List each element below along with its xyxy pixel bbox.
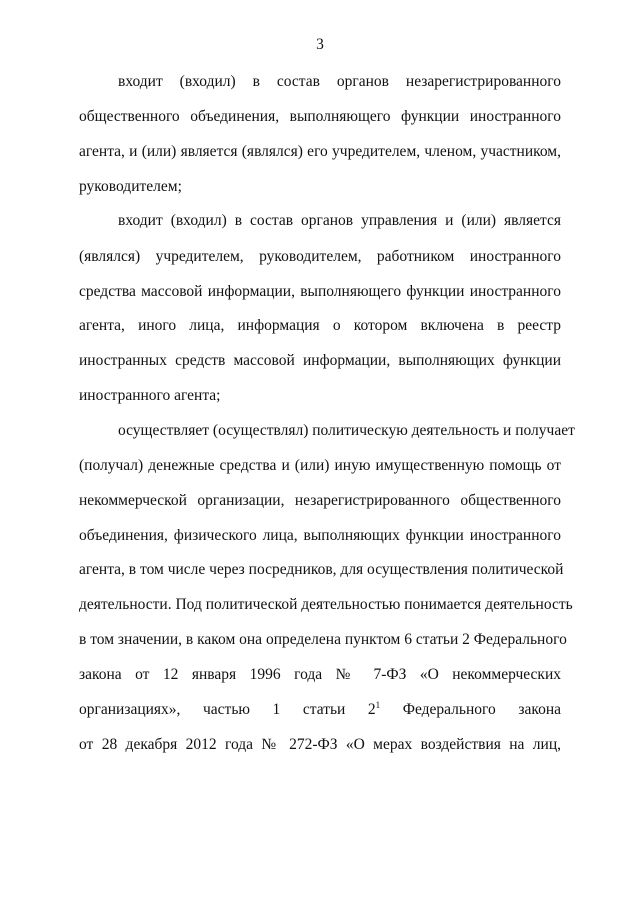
- text-line: общественного объединения, выполняющего функции иностранного: [79, 108, 561, 125]
- text-line: средства массовой информации, выполняющего функции иностранного: [79, 283, 561, 300]
- text-line: осуществляет (осуществлял) политическую деятельность и получает: [118, 422, 575, 439]
- text-line: руководителем;: [79, 178, 182, 195]
- text-line: объединения, физического лица, выполняющих функции иностранного: [79, 527, 561, 544]
- text-line: входит (входил) в состав органов управления и (или) является: [118, 212, 561, 229]
- text-line: агента, в том числе через посредников, для осуществления политической: [79, 561, 564, 578]
- text-segment: организациях», частью 1 статьи 2: [79, 701, 376, 718]
- text-line: деятельности. Под политической деятельностью понимается деятельность: [79, 596, 573, 613]
- text-line: (получал) денежные средства и (или) иную имущественную помощь от: [79, 457, 561, 474]
- text-line: иностранных средств массовой информации, выполняющих функции: [79, 352, 561, 369]
- superscript: 1: [375, 700, 381, 710]
- text-line: иностранного агента;: [79, 387, 221, 404]
- text-segment: Федерального закона: [402, 701, 562, 718]
- text-line: входит (входил) в состав органов незарегистрированного: [118, 73, 561, 90]
- text-line: агента, и (или) является (являлся) его учредителем, членом, участником,: [79, 143, 561, 160]
- text-line: некоммерческой организации, незарегистрированного общественного: [79, 492, 561, 509]
- page-number: 3: [316, 36, 324, 53]
- text-line: (являлся) учредителем, руководителем, работником иностранного: [79, 248, 561, 265]
- text-line: закона от 12 января 1996 года № 7-ФЗ «О некоммерческих: [79, 666, 561, 683]
- text-line-with-superscript: [79, 700, 561, 720]
- text-line: в том значении, в каком она определена пунктом 6 статьи 2 Федерального: [79, 631, 567, 648]
- text-line: агента, иного лица, информация о котором включена в реестр: [79, 317, 561, 334]
- text-line: от 28 декабря 2012 года № 272-ФЗ «О мерах воздействия на лиц,: [79, 736, 561, 753]
